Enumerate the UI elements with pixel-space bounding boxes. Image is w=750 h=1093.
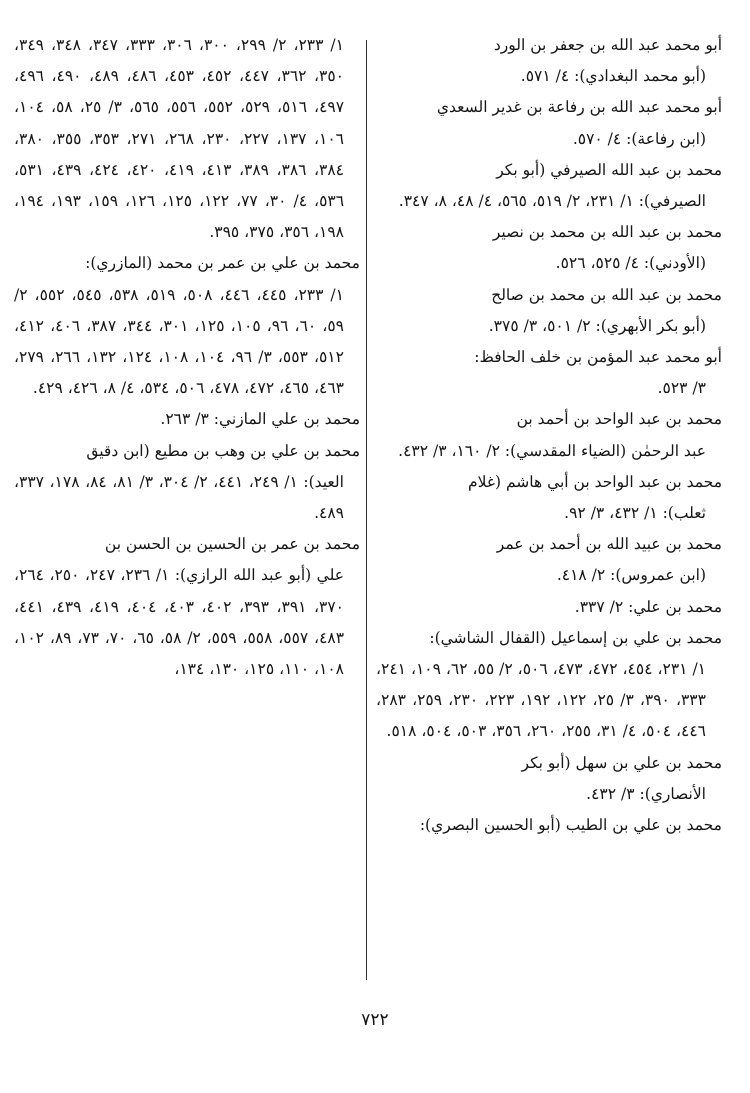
entry-heading: محمد بن عبد الله بن محمد بن نصير [492, 223, 722, 242]
index-entry [376, 30, 722, 92]
index-entry [376, 529, 722, 591]
entry-heading: أبو محمد عبد الله بن رفاعة بن غدير السعدي [436, 98, 722, 117]
entry-heading: أبو محمد عبد المؤمن بن خلف الحافظ: [474, 348, 722, 367]
entry-heading: محمد بن علي بن سهل (أبو بكر [521, 753, 722, 772]
page-number: ٧٢٢ [361, 1010, 389, 1030]
entry-references: عبد الرحمٰن (الضياء المقدسي): ٢/ ١٦٠، ٣/ ٤٣٢. [398, 441, 706, 460]
entry-references: (ابن عمروس): ٢/ ٤١٨. [556, 566, 706, 585]
index-entry [376, 592, 722, 623]
index-entry [14, 404, 360, 435]
entry-references: (أبو بكر الأبهري): ٢/ ٥٠١، ٣/ ٣٧٥. [488, 316, 706, 335]
entry-references: (الأودني): ٤/ ٥٢٥، ٥٢٦. [555, 254, 706, 273]
entry-heading: محمد بن علي المازني: ٣/ ٢٦٣. [160, 410, 360, 429]
column-divider [366, 40, 367, 980]
index-entry [376, 404, 722, 466]
entry-references: ٣/ ٥٢٣. [657, 379, 706, 398]
entry-heading: محمد بن علي: ٢/ ٣٣٧. [574, 597, 722, 616]
index-entry [14, 248, 360, 404]
entry-heading: محمد بن علي بن وهب بن مطيع (ابن دقيق [86, 441, 360, 460]
index-entry [376, 92, 722, 154]
entry-heading: محمد بن عبد الواحد بن أبي هاشم (غلام [468, 472, 722, 491]
entry-heading: محمد بن عبد الله بن محمد بن صالح [491, 285, 722, 304]
entry-heading: محمد بن عبد الله الصيرفي (أبو بكر [496, 160, 722, 179]
entry-heading: محمد بن عبد الواحد بن أحمد بن [516, 410, 722, 429]
entry-references: ١/ ٢٣٣، ٤٤٥، ٤٤٦، ٥٠٨، ٥١٩، ٥٣٨، ٥٤٥، ٥٥٢، ٢/ ٥٩، ٦٠، ٩٦، ١٠٥، ١٢٥، ٣٠١، ٣٤٤، ٣٨٧، ٤٠٦، ٤١٢، ٥١٢، ٥٥٣، ٣/ ٩٦، ١٠٤، ١٠٨، ١٢٤، ١٣٢، ٢٦٦، ٢٧٩، ٤٦٣، ٤٦٥، ٤٧٢، ٤٧٨، ٥٠٦، ٥٣٤، ٤/ ٨، ٤٢٦، ٤٢٩. [14, 285, 344, 398]
entry-heading: محمد بن عمر بن الحسين بن الحسن بن [104, 535, 360, 554]
entry-references: (أبو محمد البغدادي): ٤/ ٥٧١. [520, 67, 706, 86]
entry-heading: أبو محمد عبد الله بن جعفر بن الورد [493, 36, 722, 54]
entry-heading: محمد بن علي بن عمر بن محمد (المازري): [85, 254, 360, 273]
entry-heading: محمد بن علي بن إسماعيل (القفال الشاشي): [429, 628, 722, 647]
right-column [376, 30, 722, 990]
index-entry [376, 748, 722, 810]
index-entry [14, 529, 360, 685]
entry-references: ١/ ٢٣١، ٤٥٤، ٤٧٢، ٤٧٣، ٥٠٦، ٢/ ٥٥، ٦٢، ١٠٩، ٢٤١، ٣٣٣، ٣٩٠، ٣/ ٢٥، ١٢٢، ١٩٢، ٢٢٣، ٢٣٠، ٢٥٩، ٢٨٣، ٤٤٦، ٥٠٤، ٤/ ٣١، ٢٥٥، ٢٦٠، ٣٥٦، ٥٠٣، ٥٠٤، ٥١٨. [376, 660, 706, 741]
entry-references: علي (أبو عبد الله الرازي): ١/ ٢٣٦، ٢٤٧، ٢٥٠، ٢٦٤، ٣٧٠، ٣٩١، ٣٩٣، ٤٠٢، ٤٠٣، ٤٠٤، ٤١٩، ٤٣٩، ٤٤١، ٤٨٣، ٥٥٧، ٥٥٨، ٥٥٩، ٢/ ٥٨، ٦٥، ٧٠، ٧٣، ٨٩، ١٠٢، ١٠٨، ١١٠، ١٢٥، ١٣٠، ١٣٤، [14, 566, 345, 679]
index-entry [376, 155, 722, 217]
entry-references: ١/ ٢٣٣، ٢/ ٢٩٩، ٣٠٠، ٣٠٦، ٣٣٣، ٣٤٧، ٣٤٨، ٣٤٩، ٣٥٠، ٣٦٢، ٤٤٧، ٤٥٢، ٤٥٣، ٤٨٦، ٤٨٩، ٤٩٠، ٤٩٦، ٤٩٧، ٥١٦، ٥٢٩، ٥٥٢، ٥٥٦، ٥٦٥، ٣/ ٢٥، ٥٨، ١٠٤، ١٠٦، ١٣٧، ٢٢٧، ٢٣٠، ٢٦٨، ٢٧١، ٣٥٣، ٣٥٥، ٣٨٠، ٣٨٤، ٣٨٦، ٣٨٩، ٤١٣، ٤١٩، ٤٢٠، ٤٢٤، ٤٣٩، ٥٣١، ٥٣٦، ٤/ ٣٠، ٧٧، ١٢٢، ١٢٥، ١٢٦، ١٥٩، ١٩٣، ١٩٤، ١٩٨، ٣٥٦، ٣٧٥، ٣٩٥. [14, 36, 345, 242]
entry-references: العيد): ١/ ٢٤٩، ٤٤١، ٢/ ٣٠٤، ٣/ ٨١، ٨٤، ١٧٨، ٣٣٧، ٤٨٩. [14, 472, 344, 523]
entry-references: ثعلب): ١/ ٤٣٢، ٣/ ٩٢. [564, 504, 706, 523]
entry-heading: محمد بن علي بن الطيب (أبو الحسين البصري): [419, 816, 722, 835]
left-column [14, 30, 360, 990]
index-entry [376, 280, 722, 342]
index-entry [376, 623, 722, 748]
entry-heading: محمد بن عبيد الله بن أحمد بن عمر [496, 535, 722, 554]
entry-references: (ابن رفاعة): ٤/ ٥٧٠. [572, 129, 706, 148]
index-entry [376, 217, 722, 279]
index-entry [376, 342, 722, 404]
entry-references: الأنصاري): ٣/ ٤٣٢. [586, 784, 706, 803]
index-entry [376, 467, 722, 529]
entry-references: الصيرفي): ١/ ٢٣١، ٢/ ٥١٩، ٥٦٥، ٤/ ٤٨، ٨، ٣٤٧. [398, 192, 706, 211]
index-entry [14, 30, 360, 248]
index-entry [14, 436, 360, 530]
index-entry [376, 810, 722, 841]
